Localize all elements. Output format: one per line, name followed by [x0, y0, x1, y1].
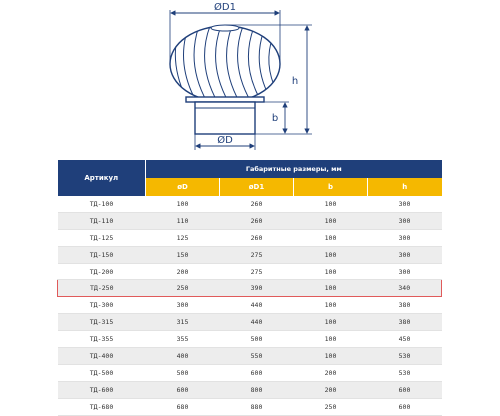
d-cell: 125: [146, 229, 220, 246]
column-header-h: h: [368, 178, 442, 196]
h-cell: 380: [368, 314, 442, 331]
table-row: [58, 263, 442, 280]
b-cell: 100: [294, 246, 368, 263]
d-cell: 315: [146, 314, 220, 331]
article-cell: ТД-315: [58, 314, 146, 331]
dimensions-group-header: Габаритные размеры, мм: [146, 160, 442, 178]
article-header: Артикул: [58, 160, 146, 196]
b-cell: 100: [294, 229, 368, 246]
table-row: [58, 331, 442, 348]
d1-cell: 880: [220, 398, 294, 415]
table-row: [58, 381, 442, 398]
d1-cell: 260: [220, 196, 294, 212]
article-cell: ТД-125: [58, 229, 146, 246]
table-row: [58, 196, 442, 212]
d-cell: 110: [146, 212, 220, 229]
b-cell: 100: [294, 297, 368, 314]
h-cell: 340: [368, 280, 442, 297]
h-cell: 300: [368, 212, 442, 229]
d-label: ØD: [217, 135, 233, 146]
b-cell: 100: [294, 314, 368, 331]
h-cell: 300: [368, 263, 442, 280]
h-cell: 450: [368, 331, 442, 348]
h-label: h: [291, 76, 299, 87]
base-pipe: [186, 97, 264, 134]
d1-cell: 275: [220, 246, 294, 263]
d1-cell: 600: [220, 364, 294, 381]
h-cell: 530: [368, 348, 442, 365]
table-row: [58, 229, 442, 246]
table-row: [58, 297, 442, 314]
table-row: [58, 398, 442, 415]
d1-cell: 260: [220, 229, 294, 246]
h-cell: 530: [368, 364, 442, 381]
article-cell: ТД-250: [58, 280, 146, 297]
d1-cell: 390: [220, 280, 294, 297]
column-header-d1: øD1: [220, 178, 294, 196]
article-cell: ТД-400: [58, 348, 146, 365]
dimensions-table: [57, 160, 442, 416]
h-cell: 380: [368, 297, 442, 314]
h-cell: 600: [368, 398, 442, 415]
article-cell: ТД-200: [58, 263, 146, 280]
article-cell: ТД-355: [58, 331, 146, 348]
b-cell: 200: [294, 364, 368, 381]
d1-cell: 440: [220, 314, 294, 331]
article-cell: ТД-110: [58, 212, 146, 229]
d-cell: 250: [146, 280, 220, 297]
d-cell: 600: [146, 381, 220, 398]
h-cell: 300: [368, 229, 442, 246]
b-label: b: [271, 113, 279, 124]
article-cell: ТД-300: [58, 297, 146, 314]
h-cell: 300: [368, 246, 442, 263]
d-cell: 355: [146, 331, 220, 348]
dome: [170, 25, 280, 103]
d1-cell: 800: [220, 381, 294, 398]
b-cell: 100: [294, 331, 368, 348]
article-cell: ТД-150: [58, 246, 146, 263]
table-row: [58, 348, 442, 365]
table-row: [58, 364, 442, 381]
b-cell: 100: [294, 348, 368, 365]
d1-label: ØD1: [214, 2, 236, 13]
b-cell: 100: [294, 263, 368, 280]
table-body: [58, 196, 442, 415]
table-row: [58, 246, 442, 263]
b-cell: 100: [294, 212, 368, 229]
table-row: [58, 280, 442, 297]
d-cell: 500: [146, 364, 220, 381]
d-cell: 200: [146, 263, 220, 280]
d-cell: 300: [146, 297, 220, 314]
d1-cell: 275: [220, 263, 294, 280]
table-row: [58, 212, 442, 229]
d-cell: 400: [146, 348, 220, 365]
column-header-b: b: [294, 178, 368, 196]
article-cell: ТД-100: [58, 196, 146, 212]
article-cell: ТД-600: [58, 381, 146, 398]
h-cell: 600: [368, 381, 442, 398]
h-cell: 300: [368, 196, 442, 212]
d-cell: 680: [146, 398, 220, 415]
b-cell: 100: [294, 280, 368, 297]
article-cell: ТД-500: [58, 364, 146, 381]
b-cell: 250: [294, 398, 368, 415]
column-header-d: øD: [146, 178, 220, 196]
d1-cell: 500: [220, 331, 294, 348]
d1-cell: 440: [220, 297, 294, 314]
d1-cell: 550: [220, 348, 294, 365]
d1-cell: 260: [220, 212, 294, 229]
b-cell: 200: [294, 381, 368, 398]
d-cell: 100: [146, 196, 220, 212]
turbo-deflector-drawing: [0, 0, 500, 160]
d-cell: 150: [146, 246, 220, 263]
table-row: [58, 314, 442, 331]
b-cell: 100: [294, 196, 368, 212]
article-cell: ТД-680: [58, 398, 146, 415]
